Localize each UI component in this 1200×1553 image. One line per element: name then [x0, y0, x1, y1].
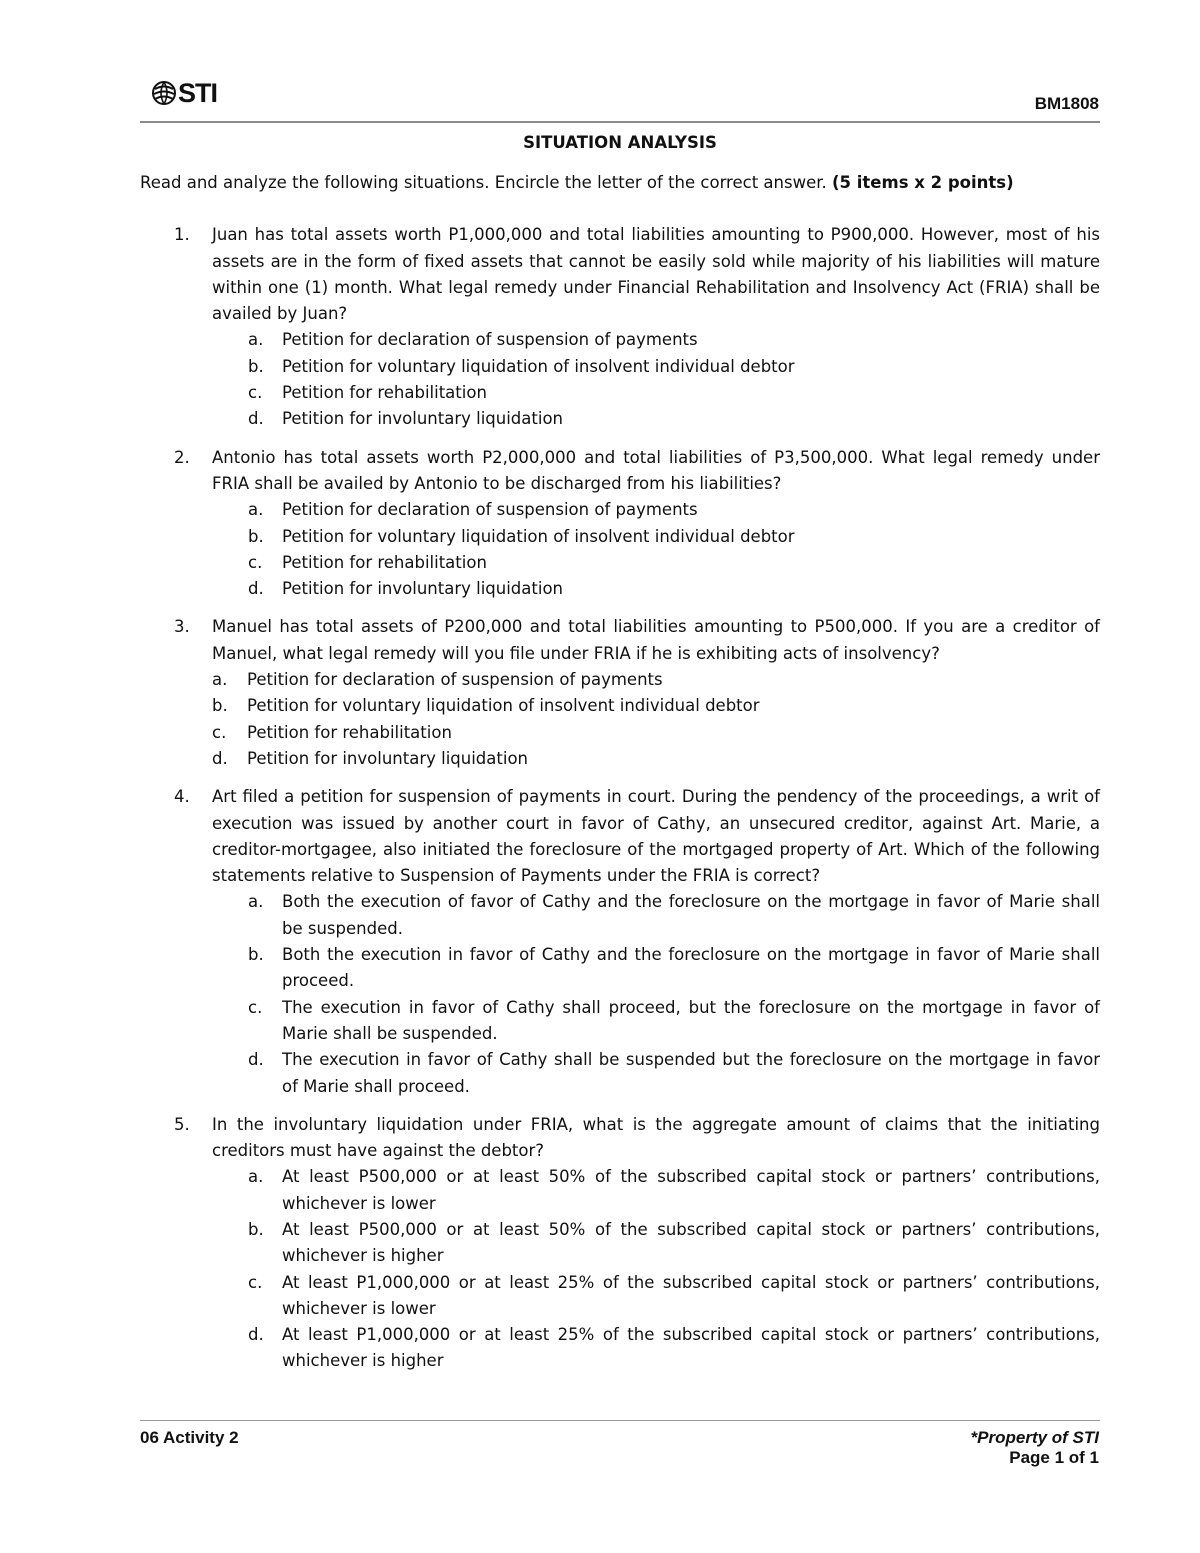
option-letter: a. — [248, 1167, 264, 1187]
answer-option-d[interactable] — [212, 1047, 1100, 1100]
option-letter: b. — [248, 356, 264, 376]
answer-option-a[interactable] — [212, 497, 1100, 523]
option-text: Petition for declaration of suspension of payments — [282, 500, 698, 520]
instructions-text: Read and analyze the following situations. Encircle the letter of the correct answer. — [140, 173, 827, 192]
footer-property: *Property of STI — [970, 1428, 1099, 1447]
header-divider — [140, 121, 1100, 123]
answer-option-c[interactable] — [212, 550, 1100, 576]
question-number: 5. — [174, 1114, 190, 1134]
option-text: At least P1,000,000 or at least 25% of the subscribed capital stock or partners’ contributions, whichever is lower — [282, 1272, 1100, 1318]
option-text: Petition for voluntary liquidation of insolvent individual debtor — [282, 356, 795, 376]
question-text: In the involuntary liquidation under FRIA, what is the aggregate amount of claims that the initiating creditors must have against the debtor? — [212, 1114, 1100, 1161]
option-letter: a. — [248, 892, 264, 912]
option-letter: b. — [248, 945, 264, 965]
option-letter: a. — [212, 670, 228, 690]
option-letter: d. — [248, 1325, 264, 1345]
question-item — [140, 1112, 1100, 1375]
question-number: 2. — [174, 447, 190, 467]
answer-option-b[interactable] — [212, 693, 1100, 719]
answer-option-a[interactable] — [212, 667, 1100, 693]
question-item — [140, 222, 1100, 432]
option-text: At least P500,000 or at least 50% of the subscribed capital stock or partners’ contributions, whichever is lower — [282, 1167, 1100, 1213]
page-title: SITUATION ANALYSIS — [523, 133, 717, 152]
document-body — [140, 130, 1100, 1375]
footer-divider — [140, 1420, 1100, 1421]
option-letter: a. — [248, 500, 264, 520]
answer-options — [212, 889, 1100, 1099]
option-text: At least P1,000,000 or at least 25% of the subscribed capital stock or partners’ contributions, whichever is higher — [282, 1325, 1100, 1371]
option-letter: c. — [248, 997, 263, 1017]
option-letter: c. — [248, 552, 263, 572]
question-item — [140, 445, 1100, 603]
question-text: Manuel has total assets of P200,000 and total liabilities amounting to P500,000. If you are a creditor of Manuel, what legal remedy will you file under FRIA if he is exhibiting acts of insolvency? — [212, 617, 1100, 663]
option-text: Petition for involuntary liquidation — [282, 579, 563, 599]
answer-option-b[interactable] — [212, 524, 1100, 550]
option-text: Petition for involuntary liquidation — [247, 748, 528, 768]
answer-option-c[interactable] — [212, 720, 1100, 746]
answer-options — [212, 1164, 1100, 1374]
option-letter: d. — [212, 748, 228, 768]
answer-options — [212, 667, 1100, 772]
answer-options — [212, 497, 1100, 602]
answer-option-d[interactable] — [212, 576, 1100, 602]
option-text: At least P500,000 or at least 50% of the subscribed capital stock or partners’ contributions, whichever is higher — [282, 1219, 1100, 1266]
option-letter: b. — [212, 696, 228, 716]
instructions — [140, 170, 1100, 196]
option-text: Petition for declaration of suspension of payments — [282, 330, 698, 350]
answer-option-a[interactable] — [212, 1164, 1100, 1217]
option-text: Petition for declaration of suspension of payments — [247, 670, 663, 690]
answer-option-b[interactable] — [212, 942, 1100, 995]
question-list — [140, 222, 1100, 1374]
option-letter: c. — [248, 1272, 263, 1292]
option-letter: c. — [212, 722, 227, 742]
globe-icon — [152, 80, 176, 106]
question-text: Juan has total assets worth P1,000,000 and total liabilities amounting to P900,000. However, most of his assets are in the form of fixed assets that cannot be easily sold while majority of his liabilities will mature within one (1) month. What legal remedy under Financial Rehabilitation and Insolvency Act (FRIA) shall be availed by Juan? — [212, 225, 1100, 324]
sti-logo — [152, 78, 217, 108]
question-number: 1. — [174, 225, 190, 245]
option-text: Petition for voluntary liquidation of insolvent individual debtor — [282, 526, 795, 546]
option-letter: d. — [248, 579, 264, 599]
answer-option-d[interactable] — [212, 1322, 1100, 1375]
question-item — [140, 614, 1100, 772]
footer-activity: 06 Activity 2 — [140, 1428, 239, 1447]
question-text: Art filed a petition for suspension of payments in court. During the pendency of the proceedings, a writ of execution was issued by another court in favor of Cathy, an unsecured creditor, against Art. Marie, a creditor-mortgagee, also initiated the foreclosure of the mortgaged property of Art. Which of the following statements relative to Suspension of Payments under the FRIA is correct? — [212, 787, 1100, 886]
option-text: Petition for rehabilitation — [282, 552, 487, 572]
answer-option-c[interactable] — [212, 380, 1100, 406]
answer-option-c[interactable] — [212, 995, 1100, 1048]
option-text: Petition for involuntary liquidation — [282, 409, 563, 429]
option-letter: b. — [248, 526, 264, 546]
option-text: Petition for voluntary liquidation of insolvent individual debtor — [247, 696, 760, 716]
option-letter: b. — [248, 1219, 264, 1239]
logo-text: STI — [178, 78, 218, 108]
course-code: BM1808 — [1034, 94, 1099, 113]
option-text: The execution in favor of Cathy shall be suspended but the foreclosure on the mortgage in favor of Marie shall proceed. — [282, 1050, 1100, 1096]
option-letter: d. — [248, 1050, 264, 1070]
answer-option-d[interactable] — [212, 406, 1100, 432]
answer-option-c[interactable] — [212, 1270, 1100, 1323]
footer-page-number: Page 1 of 1 — [1009, 1448, 1099, 1467]
answer-option-b[interactable] — [212, 354, 1100, 380]
answer-option-a[interactable] — [212, 889, 1100, 942]
option-text: Petition for rehabilitation — [247, 722, 452, 742]
option-letter: a. — [248, 330, 264, 350]
question-item — [140, 784, 1100, 1100]
question-number: 3. — [174, 617, 190, 637]
option-text: Petition for rehabilitation — [282, 383, 487, 403]
option-letter: d. — [248, 409, 264, 429]
instructions-points: (5 items x 2 points) — [832, 173, 1014, 192]
answer-options — [212, 327, 1100, 432]
option-text: The execution in favor of Cathy shall proceed, but the foreclosure on the mortgage in favor of Marie shall be suspended. — [282, 997, 1100, 1043]
footer-right — [971, 1428, 1099, 1468]
answer-option-b[interactable] — [212, 1217, 1100, 1270]
answer-option-a[interactable] — [212, 327, 1100, 353]
question-number: 4. — [174, 787, 190, 807]
option-text: Both the execution of favor of Cathy and the foreclosure on the mortgage in favor of Marie shall be suspended. — [282, 892, 1100, 938]
option-text: Both the execution in favor of Cathy and the foreclosure on the mortgage in favor of Marie shall proceed. — [282, 945, 1100, 991]
question-text: Antonio has total assets worth P2,000,000 and total liabilities of P3,500,000. What legal remedy under FRIA shall be availed by Antonio to be discharged from his liabilities? — [212, 447, 1100, 493]
answer-option-d[interactable] — [212, 746, 1100, 772]
option-letter: c. — [248, 383, 263, 403]
